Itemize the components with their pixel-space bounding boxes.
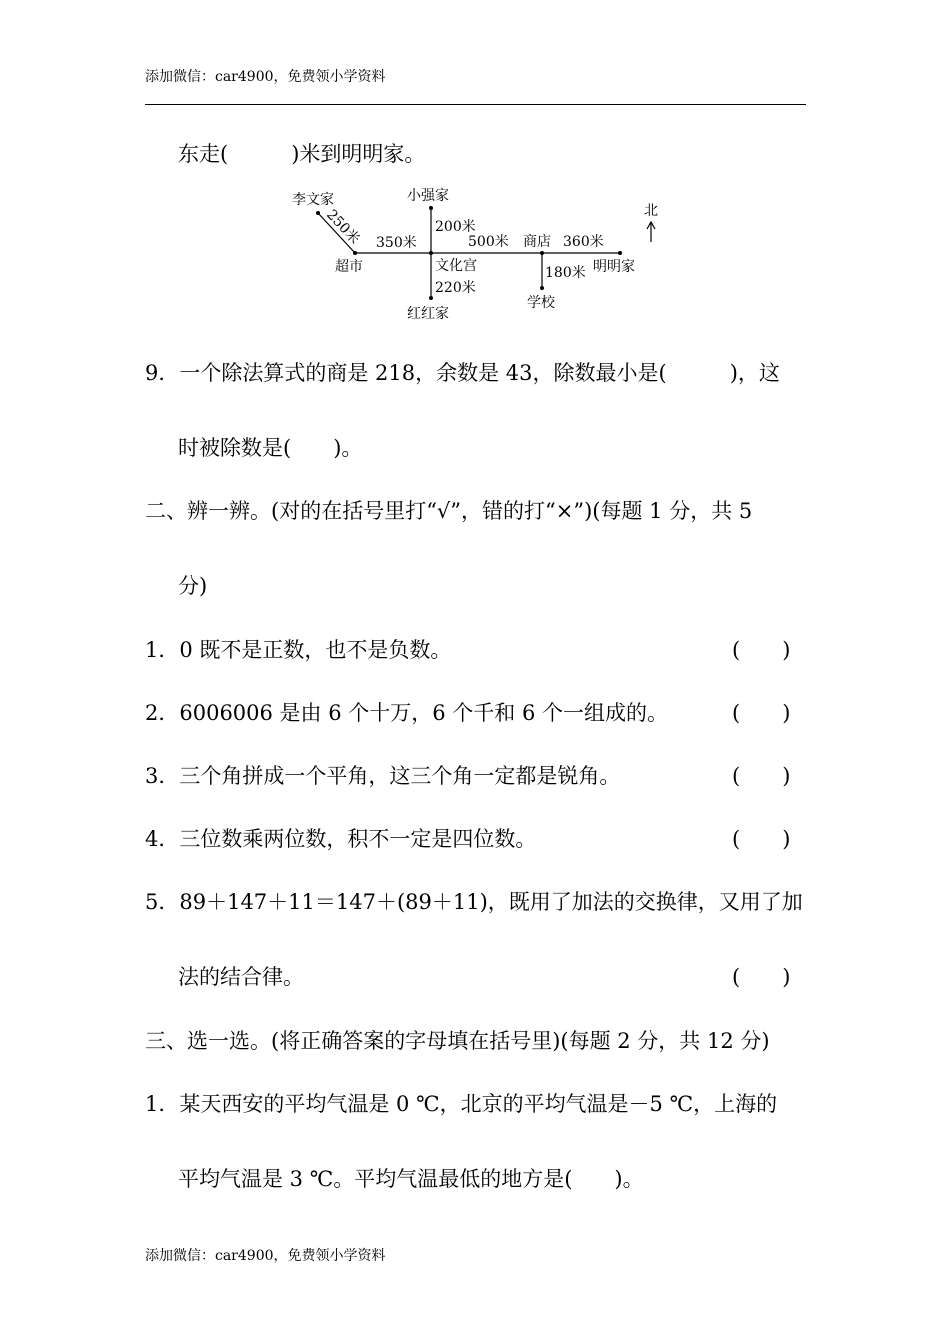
point-li-wen [316,211,320,215]
judge-item-3: 3．三个角拼成一个平角，这三个角一定都是锐角。 [145,764,621,788]
label-wen-hua-gong: 文化宫 [435,258,477,274]
section-3-question-1-line-2: 平均气温是 3 ℃。平均气温最低的地方是( )。 [178,1167,644,1191]
judge-item-2: 2．6006006 是由 6 个十万，6 个千和 6 个一组成的。 [145,701,669,725]
point-ming-ming [618,251,622,255]
label-dist-shangdian-xuexiao: 180米 [545,265,586,281]
point-shang-dian [540,251,544,255]
judge-item-1: 1．0 既不是正数，也不是负数。 [145,638,452,662]
label-dist-wenhua-shangdian: 500米 [468,234,509,250]
section-3-heading: 三、选一选。(将正确答案的字母填在括号里)(每题 2 分，共 12 分) [145,1029,770,1053]
header-note: 添加微信：car4900，免费领小学资料 [145,69,386,85]
label-xiao-qiang: 小强家 [407,188,449,204]
label-hong-hong: 红红家 [407,306,449,322]
judge-item-4: 4．三位数乘两位数，积不一定是四位数。 [145,827,537,851]
label-dist-shangdian-mingming: 360米 [563,234,604,250]
question-9-line-1: 9．一个除法算式的商是 218，余数是 43，除数最小是( )，这 [145,361,780,385]
label-dist-xiaoqiang-wenhua: 200米 [435,219,476,235]
route-map [280,180,680,330]
point-wen-hua-gong [429,251,433,255]
label-chao-shi: 超市 [335,259,363,275]
answer-blank-2[interactable]: ( ) [732,701,791,725]
label-ming-ming: 明明家 [593,259,635,275]
label-dist-li-chaoshi: 250米 [323,206,363,248]
label-north: 北 [644,203,658,219]
section-3-question-1-line-1: 1．某天西安的平均气温是 0 ℃，北京的平均气温是－5 ℃，上海的 [145,1092,778,1116]
label-dist-wenhua-honghong: 220米 [435,280,476,296]
section-2-heading-cont: 分) [178,574,208,598]
judge-item-5: 5．89＋147＋11＝147＋(89＋11)，既用了加法的交换律，又用了加 [145,890,803,914]
point-xiao-qiang [429,206,433,210]
label-xue-xiao: 学校 [527,295,555,311]
answer-blank-5[interactable]: ( ) [732,965,791,989]
question-8-tail: 东走( )米到明明家。 [178,142,426,166]
point-hong-hong [429,296,433,300]
question-9-line-2: 时被除数是( )。 [178,436,363,460]
answer-blank-1[interactable]: ( ) [732,638,791,662]
label-dist-chaoshi-wenhua: 350米 [376,235,417,251]
point-xue-xiao [540,286,544,290]
footer-note: 添加微信：car4900，免费领小学资料 [145,1248,386,1264]
section-2-heading: 二、辨一辨。(对的在括号里打“√”，错的打“×”)(每题 1 分，共 5 [145,499,753,523]
header-divider [145,104,806,105]
answer-blank-3[interactable]: ( ) [732,764,791,788]
point-chao-shi [353,251,357,255]
answer-blank-4[interactable]: ( ) [732,827,791,851]
label-li-wen: 李文家 [292,192,334,208]
label-shang-dian: 商店 [523,234,551,250]
judge-item-5-cont: 法的结合律。 [178,965,304,989]
